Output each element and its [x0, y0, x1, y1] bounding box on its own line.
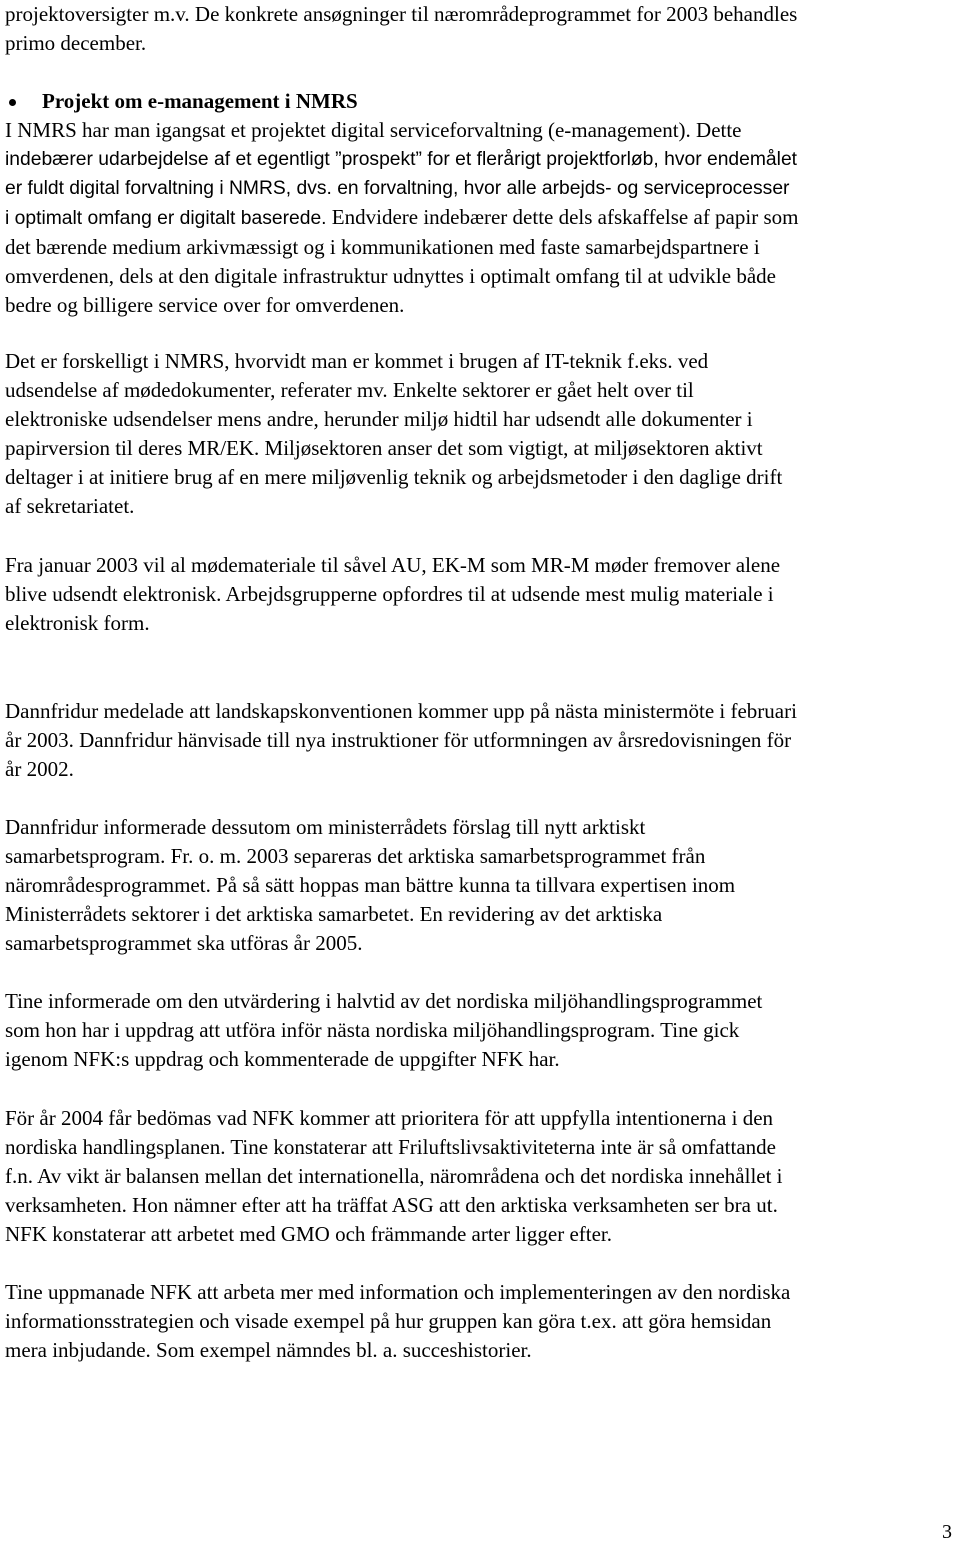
text-line: år 2003. Dannfridur hänvisade till nya instruktioner för utformningen av årsredovisningen för — [5, 728, 792, 752]
text-line: elektroniske udsendelser mens andre, herunder miljø hidtil har udsendt alle dokumenter i — [5, 407, 753, 431]
emanagement-paragraph — [5, 116, 960, 320]
text-line: verksamheten. Hon nämner efter att ha träffat ASG att den arktiska verksamheten ser bra ut. — [5, 1193, 778, 1217]
text-line: närområdesprogrammet. På så sätt hoppas man bättre kunna ta tillvara expertisen inom — [5, 873, 736, 897]
text-line: igenom NFK:s uppdrag och kommenterade de uppgifter NFK har. — [5, 1047, 560, 1071]
text-line: Dannfridur medelade att landskapskonventionen kommer upp på nästa ministermöte i februari — [5, 699, 797, 723]
text-line: af sekretariatet. — [5, 494, 135, 518]
text-line: projektoversigter m.v. De konkrete ansøgninger til nærområdeprogrammet for 2003 behandles — [5, 2, 798, 26]
section-heading: Projekt om e-management i NMRS — [42, 89, 358, 113]
text-line: samarbetsprogrammet ska utföras år 2005. — [5, 931, 363, 955]
text-line: I NMRS har man igangsat et projektet digital serviceforvaltning (e-management). Dette — [5, 118, 742, 142]
text-line: Fra januar 2003 vil al mødemateriale til såvel AU, EK-M som MR-M møder fremover alene — [5, 553, 781, 577]
text-line: NFK konstaterar att arbetet med GMO och främmande arter ligger efter. — [5, 1222, 613, 1246]
text-line: papirversion til deres MR/EK. Miljøsektoren anser det som vigtigt, at miljøsektoren aktivt — [5, 436, 763, 460]
evaluation-paragraph — [5, 987, 960, 1074]
text-line: bedre og billigere service over for omverdenen. — [5, 293, 405, 317]
arctic-program-paragraph — [5, 813, 960, 958]
text-line: samarbetsprogram. Fr. o. m. 2003 separeras det arktiska samarbetsprogrammet från — [5, 844, 706, 868]
text-line: i optimalt omfang er digitalt baserede. Endvidere indebærer dette dels afskaffelse af papir som — [5, 205, 799, 229]
text-line: udsendelse af mødedokumenter, referater mv. Enkelte sektorer er gået helt over til — [5, 378, 694, 402]
text-line: primo december. — [5, 31, 147, 55]
text-line: omverdenen, dels at den digitale infrastruktur udnyttes i optimalt omfang til at udvikle både — [5, 264, 776, 288]
intro-paragraph — [5, 0, 960, 58]
january-paragraph — [5, 551, 960, 638]
text-line: Tine informerade om den utvärdering i halvtid av det nordiska miljöhandlingsprogrammet — [5, 989, 763, 1013]
text-line: blive udsendt elektronisk. Arbejdsgrupperne opfordres til at udsende mest mulig materiale i — [5, 582, 774, 606]
it-usage-paragraph — [5, 347, 960, 521]
text-line: informationsstrategien och visade exempel på hur gruppen kan göra t.ex. att göra hemsidan — [5, 1309, 772, 1333]
text-line: indebærer udarbejdelse af et egentligt ”prospekt” for et flerårigt projektforløb, hvor endemålet — [5, 149, 798, 170]
text-line: Det er forskelligt i NMRS, hvorvidt man er kommet i brugen af IT-teknik f.eks. ved — [5, 349, 709, 373]
text-line: nordiska handlingsplanen. Tine konstaterar att Friluftslivsaktiviteterna inte är så omfattande — [5, 1135, 776, 1159]
text-line: elektronisk form. — [5, 611, 150, 635]
text-line: För år 2004 får bedömas vad NFK kommer att prioritera för att uppfylla intentionerna i den — [5, 1106, 774, 1130]
text-line: Dannfridur informerade dessutom om ministerrådets förslag till nytt arktiskt — [5, 815, 646, 839]
landscape-convention-paragraph — [5, 697, 960, 784]
text-line: deltager i at initiere brug af en mere miljøvenlig teknik og arbejdsmetoder i den daglige drift — [5, 465, 783, 489]
text-line: mera inbjudande. Som exempel nämndes bl. a. succeshistorier. — [5, 1338, 532, 1362]
text-line: år 2002. — [5, 757, 74, 781]
information-paragraph — [5, 1278, 960, 1365]
text-line: det bærende medium arkivmæssigt og i kommunikationen med faste samarbejdspartnere i — [5, 235, 760, 259]
text-line: Ministerrådets sektorer i det arktiska samarbetet. En revidering av det arktiska — [5, 902, 663, 926]
page-number: 3 — [942, 1521, 952, 1543]
text-line: Tine uppmanade NFK att arbeta mer med information och implementeringen av den nordiska — [5, 1280, 791, 1304]
text-line: som hon har i uppdrag att utföra inför nästa nordiska miljöhandlingsprogram. Tine gick — [5, 1018, 740, 1042]
text-line: er fuldt digital forvaltning i NMRS, dvs. en forvaltning, hvor alle arbejds- og serviceprocesser — [5, 178, 790, 199]
priorities-2004-paragraph — [5, 1104, 960, 1249]
bullet-icon — [9, 99, 16, 106]
text-line: f.n. Av vikt är balansen mellan det internationella, närområdena och det nordiska innehållet i — [5, 1164, 783, 1188]
